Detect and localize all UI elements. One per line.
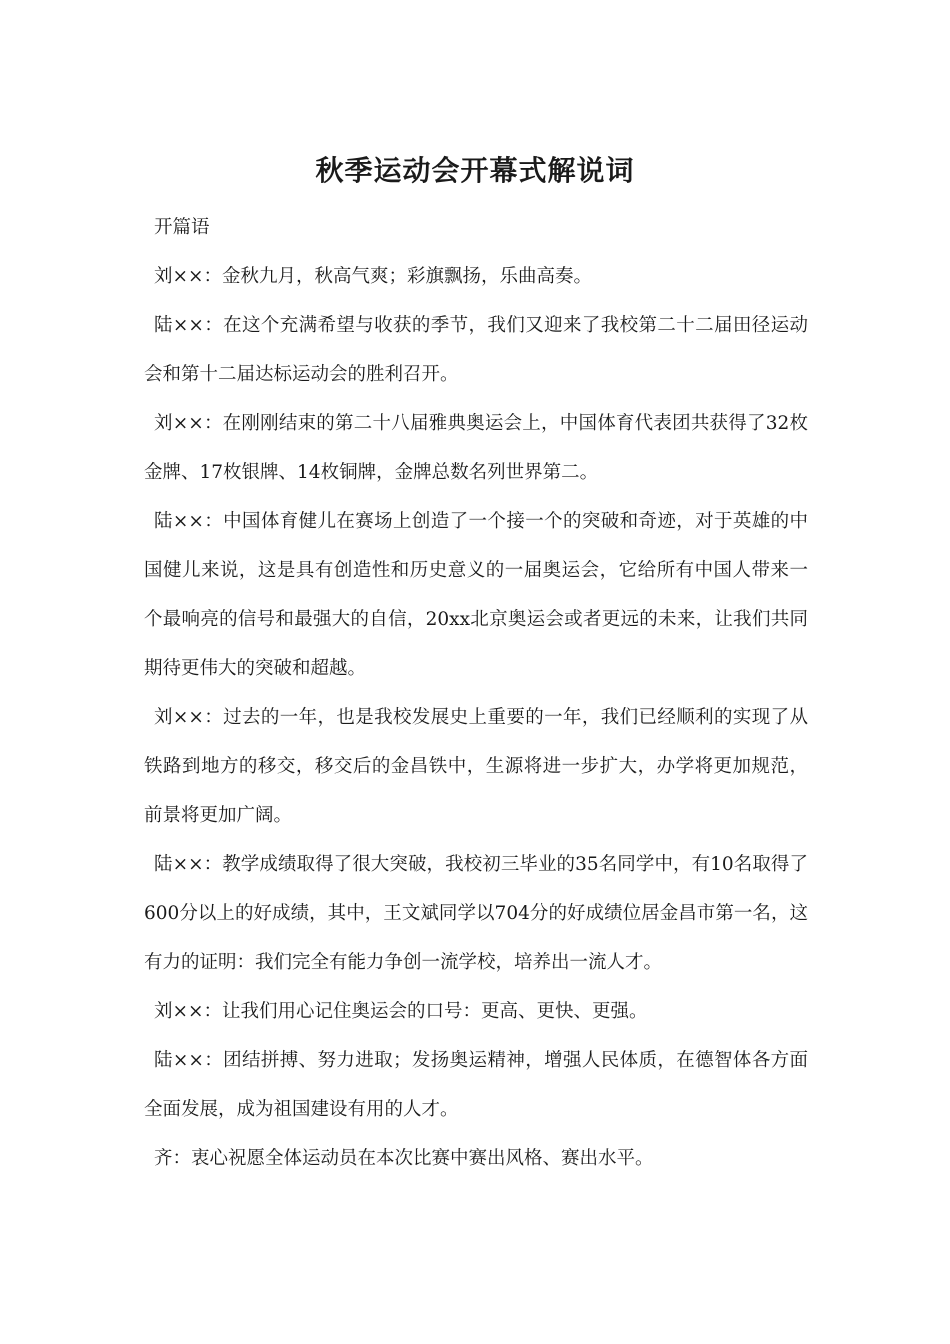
paragraph: 刘××：在刚刚结束的第二十八届雅典奥运会上，中国体育代表团共获得了32枚金牌、17枚银牌、14枚铜牌，金牌总数名列世界第二。: [144, 413, 808, 483]
paragraph: 陆××：团结拼搏、努力进取；发扬奥运精神，增强人民体质，在德智体各方面全面发展，成为祖国建设有用的人才。: [144, 1050, 808, 1120]
paragraph: 刘××：金秋九月，秋高气爽；彩旗飘扬，乐曲高奏。: [154, 266, 593, 287]
paragraph: 刘××：过去的一年，也是我校发展史上重要的一年，我们已经顺利的实现了从铁路到地方的移交，移交后的金昌铁中，生源将进一步扩大，办学将更加规范，前景将更加广阔。: [144, 707, 808, 826]
document-body: [144, 203, 808, 1183]
document-title: 秋季运动会开幕式解说词: [315, 153, 635, 187]
paragraph: 齐：衷心祝愿全体运动员在本次比赛中赛出风格、赛出水平。: [154, 1148, 654, 1169]
paragraph: 陆××：教学成绩取得了很大突破，我校初三毕业的35名同学中，有10名取得了600分以上的好成绩，其中，王文斌同学以704分的好成绩位居金昌市第一名，这有力的证明：我们完全有能力争创一流学校，培养出一流人才。: [144, 854, 808, 973]
paragraph-heading: 开篇语: [154, 217, 210, 238]
paragraph: 陆××：在这个充满希望与收获的季节，我们又迎来了我校第二十二届田径运动会和第十二届达标运动会的胜利召开。: [144, 315, 808, 385]
paragraph: 陆××：中国体育健儿在赛场上创造了一个接一个的突破和奇迹，对于英雄的中国健儿来说，这是具有创造性和历史意义的一届奥运会，它给所有中国人带来一个最响亮的信号和最强大的自信，20xx北京奥运会或者更远的未来，让我们共同期待更伟大的突破和超越。: [144, 511, 808, 679]
paragraph: 刘××：让我们用心记住奥运会的口号：更高、更快、更强。: [154, 1001, 648, 1022]
